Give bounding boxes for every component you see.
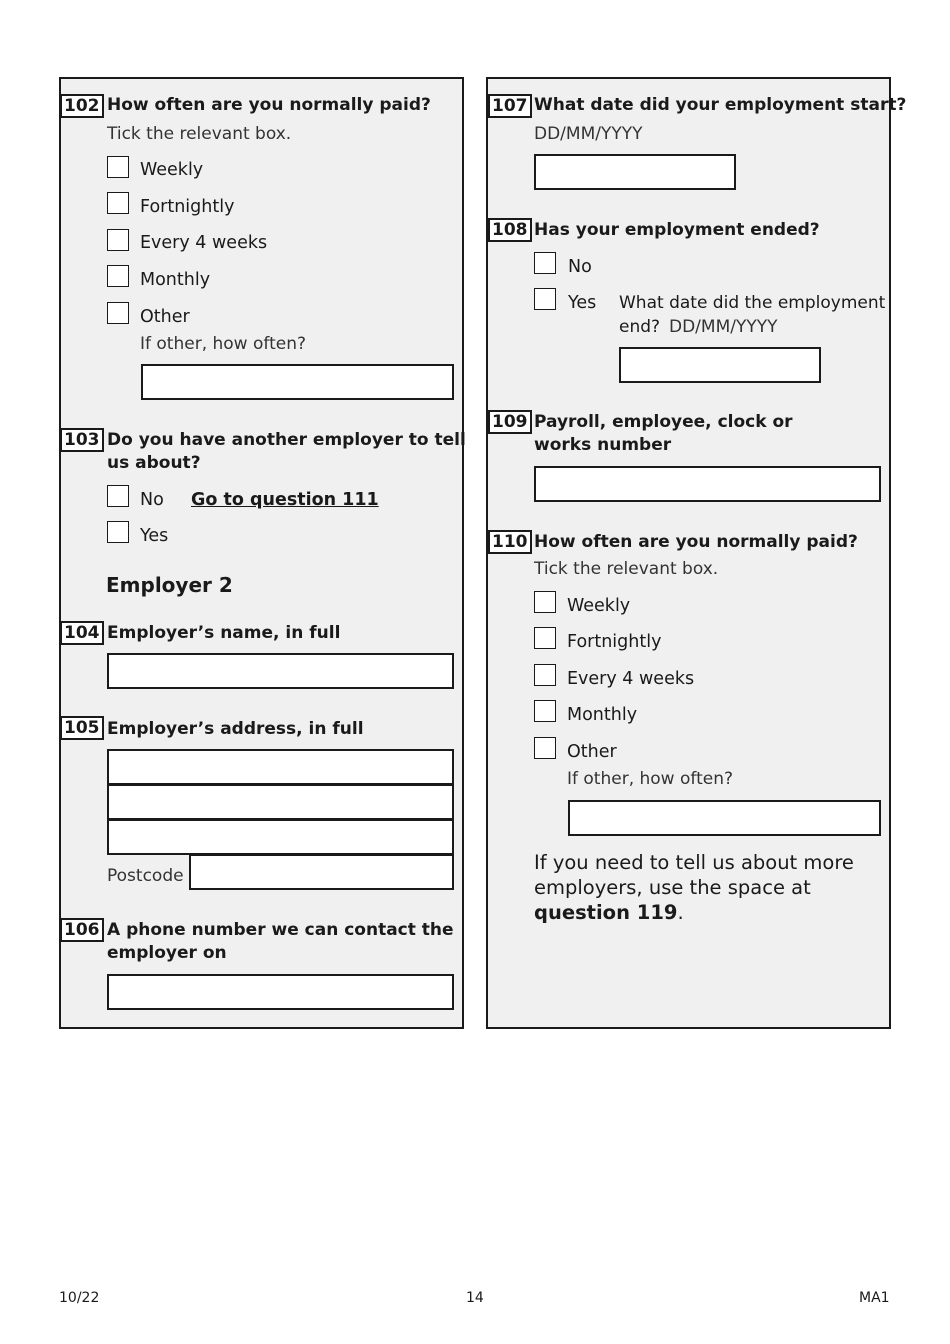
checkbox-110-other[interactable] bbox=[534, 737, 556, 759]
more-employers-note-line2: employers, use the space at bbox=[534, 876, 811, 899]
checkbox-102-monthly[interactable] bbox=[107, 265, 129, 287]
question-107-title: What date did your employment start? bbox=[534, 95, 907, 115]
question-109-title-line1: Payroll, employee, clock or bbox=[534, 412, 793, 432]
question-102-title: How often are you normally paid? bbox=[107, 95, 431, 115]
input-104-employer-name[interactable] bbox=[107, 653, 454, 689]
checkbox-102-weekly[interactable] bbox=[107, 156, 129, 178]
note-period: . bbox=[677, 901, 684, 924]
label-103-no: No bbox=[140, 490, 164, 510]
input-105-address-line3[interactable] bbox=[107, 819, 454, 855]
checkbox-102-other[interactable] bbox=[107, 302, 129, 324]
checkbox-102-every-4-weeks[interactable] bbox=[107, 229, 129, 251]
more-employers-note-line3 bbox=[534, 900, 684, 925]
checkbox-108-no[interactable] bbox=[534, 252, 556, 274]
question-number-103: 103 bbox=[60, 428, 104, 452]
question-105-title: Employer’s address, in full bbox=[107, 719, 364, 739]
question-102-hint: Tick the relevant box. bbox=[107, 124, 292, 144]
question-108-end-date-hint: DD/MM/YYYY bbox=[669, 317, 778, 337]
question-110-hint: Tick the relevant box. bbox=[534, 559, 719, 579]
question-number-102: 102 bbox=[60, 94, 104, 118]
question-number-104: 104 bbox=[60, 621, 104, 645]
checkbox-102-fortnightly[interactable] bbox=[107, 192, 129, 214]
footer-form-code: MA1 bbox=[859, 1290, 890, 1306]
label-102-monthly: Monthly bbox=[140, 270, 211, 290]
input-107-start-date[interactable] bbox=[534, 154, 736, 190]
question-108-end-date-line2: end? bbox=[619, 317, 661, 337]
question-108-end-date-line1: What date did the employment bbox=[619, 293, 886, 313]
employer-2-heading: Employer 2 bbox=[106, 573, 233, 597]
question-number-109: 109 bbox=[488, 410, 532, 434]
label-110-every-4-weeks: Every 4 weeks bbox=[567, 669, 695, 689]
label-102-every-4-weeks: Every 4 weeks bbox=[140, 233, 268, 253]
checkbox-110-weekly[interactable] bbox=[534, 591, 556, 613]
label-108-no: No bbox=[568, 257, 592, 277]
checkbox-103-yes[interactable] bbox=[107, 521, 129, 543]
label-102-other: Other bbox=[140, 307, 190, 327]
question-109-title-line2: works number bbox=[534, 435, 672, 455]
input-105-postcode[interactable] bbox=[189, 854, 454, 890]
checkbox-110-monthly[interactable] bbox=[534, 700, 556, 722]
goto-question-111-link[interactable]: Go to question 111 bbox=[191, 490, 379, 510]
input-105-address-line2[interactable] bbox=[107, 784, 454, 820]
label-110-fortnightly: Fortnightly bbox=[567, 632, 662, 652]
question-108-title: Has your employment ended? bbox=[534, 220, 820, 240]
question-number-108: 108 bbox=[488, 218, 532, 242]
label-103-yes: Yes bbox=[140, 526, 169, 546]
input-110-other[interactable] bbox=[568, 800, 881, 836]
label-110-other: Other bbox=[567, 742, 617, 762]
label-110-weekly: Weekly bbox=[567, 596, 631, 616]
question-102-other-hint: If other, how often? bbox=[140, 334, 306, 354]
question-106-title-line1: A phone number we can contact the bbox=[107, 920, 454, 940]
input-102-other[interactable] bbox=[141, 364, 454, 400]
input-105-address-line1[interactable] bbox=[107, 749, 454, 785]
question-103-title-line1: Do you have another employer to tell bbox=[107, 430, 466, 450]
question-104-title: Employer’s name, in full bbox=[107, 623, 341, 643]
input-108-end-date[interactable] bbox=[619, 347, 821, 383]
checkbox-110-every-4-weeks[interactable] bbox=[534, 664, 556, 686]
checkbox-110-fortnightly[interactable] bbox=[534, 627, 556, 649]
question-number-107: 107 bbox=[488, 94, 532, 118]
postcode-label: Postcode bbox=[107, 866, 184, 886]
question-number-105: 105 bbox=[60, 716, 104, 740]
question-110-other-hint: If other, how often? bbox=[567, 769, 733, 789]
input-106-phone[interactable] bbox=[107, 974, 454, 1010]
question-103-title-line2: us about? bbox=[107, 453, 201, 473]
label-102-weekly: Weekly bbox=[140, 160, 204, 180]
more-employers-note-line1: If you need to tell us about more bbox=[534, 851, 854, 874]
footer-page-number: 14 bbox=[466, 1290, 484, 1306]
label-110-monthly: Monthly bbox=[567, 705, 638, 725]
input-109-payroll-number[interactable] bbox=[534, 466, 881, 502]
question-106-title-line2: employer on bbox=[107, 943, 227, 963]
question-number-106: 106 bbox=[60, 918, 104, 942]
label-108-yes: Yes bbox=[568, 293, 597, 313]
question-110-title: How often are you normally paid? bbox=[534, 532, 858, 552]
checkbox-103-no[interactable] bbox=[107, 485, 129, 507]
footer-date: 10/22 bbox=[59, 1290, 100, 1306]
checkbox-108-yes[interactable] bbox=[534, 288, 556, 310]
question-107-hint: DD/MM/YYYY bbox=[534, 124, 643, 144]
label-102-fortnightly: Fortnightly bbox=[140, 197, 235, 217]
question-number-110: 110 bbox=[488, 530, 532, 554]
question-119-reference: question 119 bbox=[534, 901, 678, 924]
